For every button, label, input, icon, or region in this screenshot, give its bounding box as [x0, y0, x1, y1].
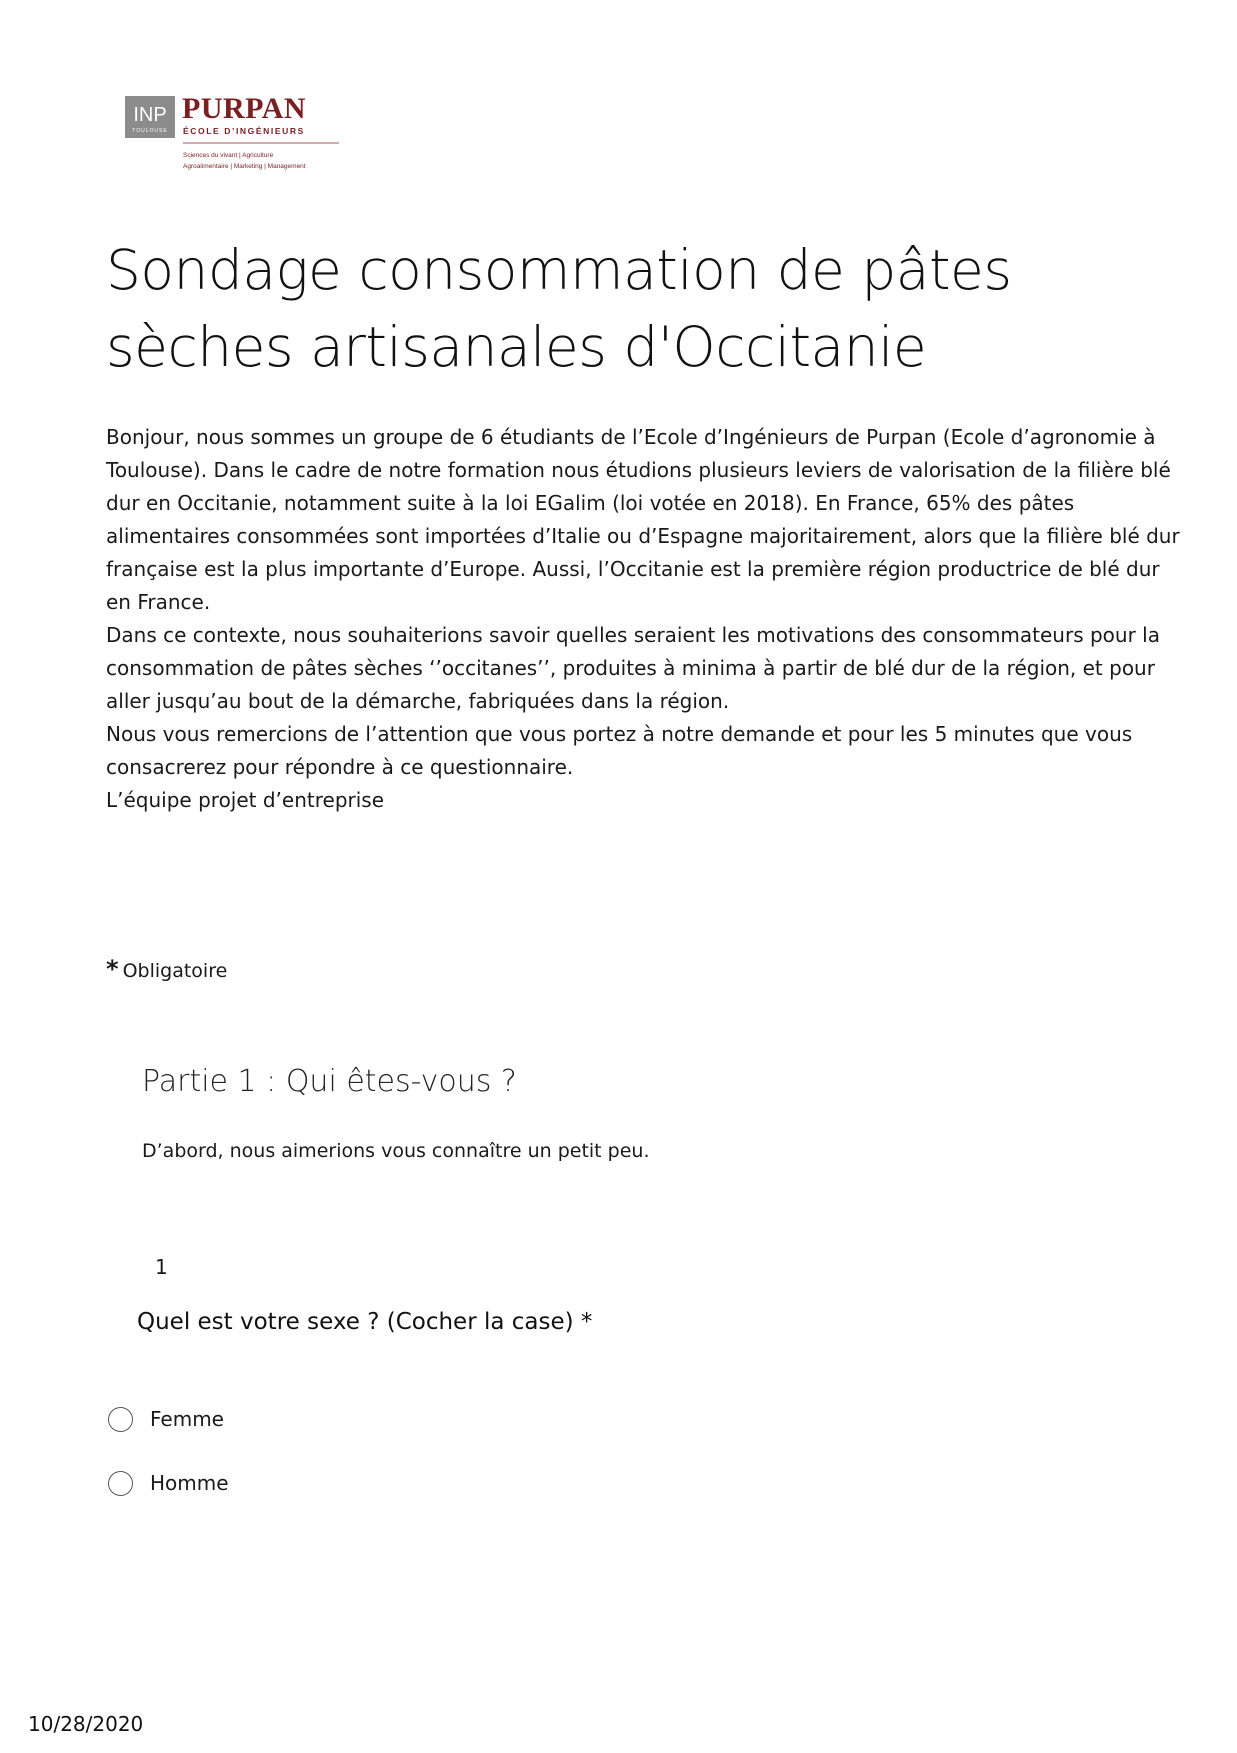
required-asterisk: * [106, 955, 119, 983]
inp-badge-text: INP [133, 104, 167, 126]
logo-tagline-1: Sciences du vivant | Agriculture [183, 152, 274, 159]
brand-name: PURPAN [182, 96, 307, 125]
form-title: Sondage consommation de pâtes sèches artisanales d'Occitanie [106, 238, 1012, 379]
inp-badge-subtext: TOULOUSE [132, 128, 168, 134]
option-femme[interactable] [108, 1405, 224, 1433]
option-label: Homme [150, 1471, 229, 1495]
form-introduction [106, 421, 1186, 817]
option-label: Femme [150, 1407, 224, 1431]
school-name: ÉCOLE D’INGÉNIEURS [183, 126, 305, 136]
purpan-logo [125, 96, 355, 176]
question-number: 1 [155, 1255, 168, 1279]
intro-paragraph: Dans ce contexte, nous souhaiterions savoir quelles seraient les motivations des consommateurs pour la consommation de pâtes sèches ‘’occitanes’’, produites à minima à partir de blé dur de la région, et pour aller jusqu’au bout de la démarche, fabriquées dans la région. [106, 623, 1160, 713]
section-description: D’abord, nous aimerions vous connaître un petit peu. [142, 1140, 650, 1162]
option-homme[interactable] [108, 1469, 229, 1497]
print-date: 10/28/2020 [28, 1712, 144, 1736]
logo-tagline-2: Agroalimentaire | Marketing | Management [183, 163, 306, 170]
radio-button-femme[interactable] [108, 1407, 133, 1432]
section-title: Partie 1 : Qui êtes-vous ? [142, 1064, 517, 1099]
radio-button-homme[interactable] [108, 1471, 133, 1496]
intro-paragraph: Bonjour, nous sommes un groupe de 6 étudiants de l’Ecole d’Ingénieurs de Purpan (Ecole d’agronomie à Toulouse). Dans le cadre de notre formation nous étudions plusieurs leviers de valorisation de la filière blé dur en Occitanie, notamment suite à la loi EGalim (loi votée en 2018). En France, 65% des pâtes alimentaires consommées sont importées d’Italie ou d’Espagne majoritairement, alors que la filière blé dur française est la plus importante d’Europe. Aussi, l’Occitanie est la première région productrice de blé dur en France. [106, 425, 1180, 614]
required-note [106, 955, 227, 985]
intro-paragraph: Nous vous remercions de l’attention que vous portez à notre demande et pour les 5 minutes que vous consacrerez pour répondre à ce questionnaire. [106, 722, 1133, 779]
question-text: Quel est votre sexe ? (Cocher la case) * [137, 1309, 593, 1335]
intro-signature: L’équipe projet d’entreprise [106, 788, 385, 812]
required-label: Obligatoire [122, 960, 228, 982]
